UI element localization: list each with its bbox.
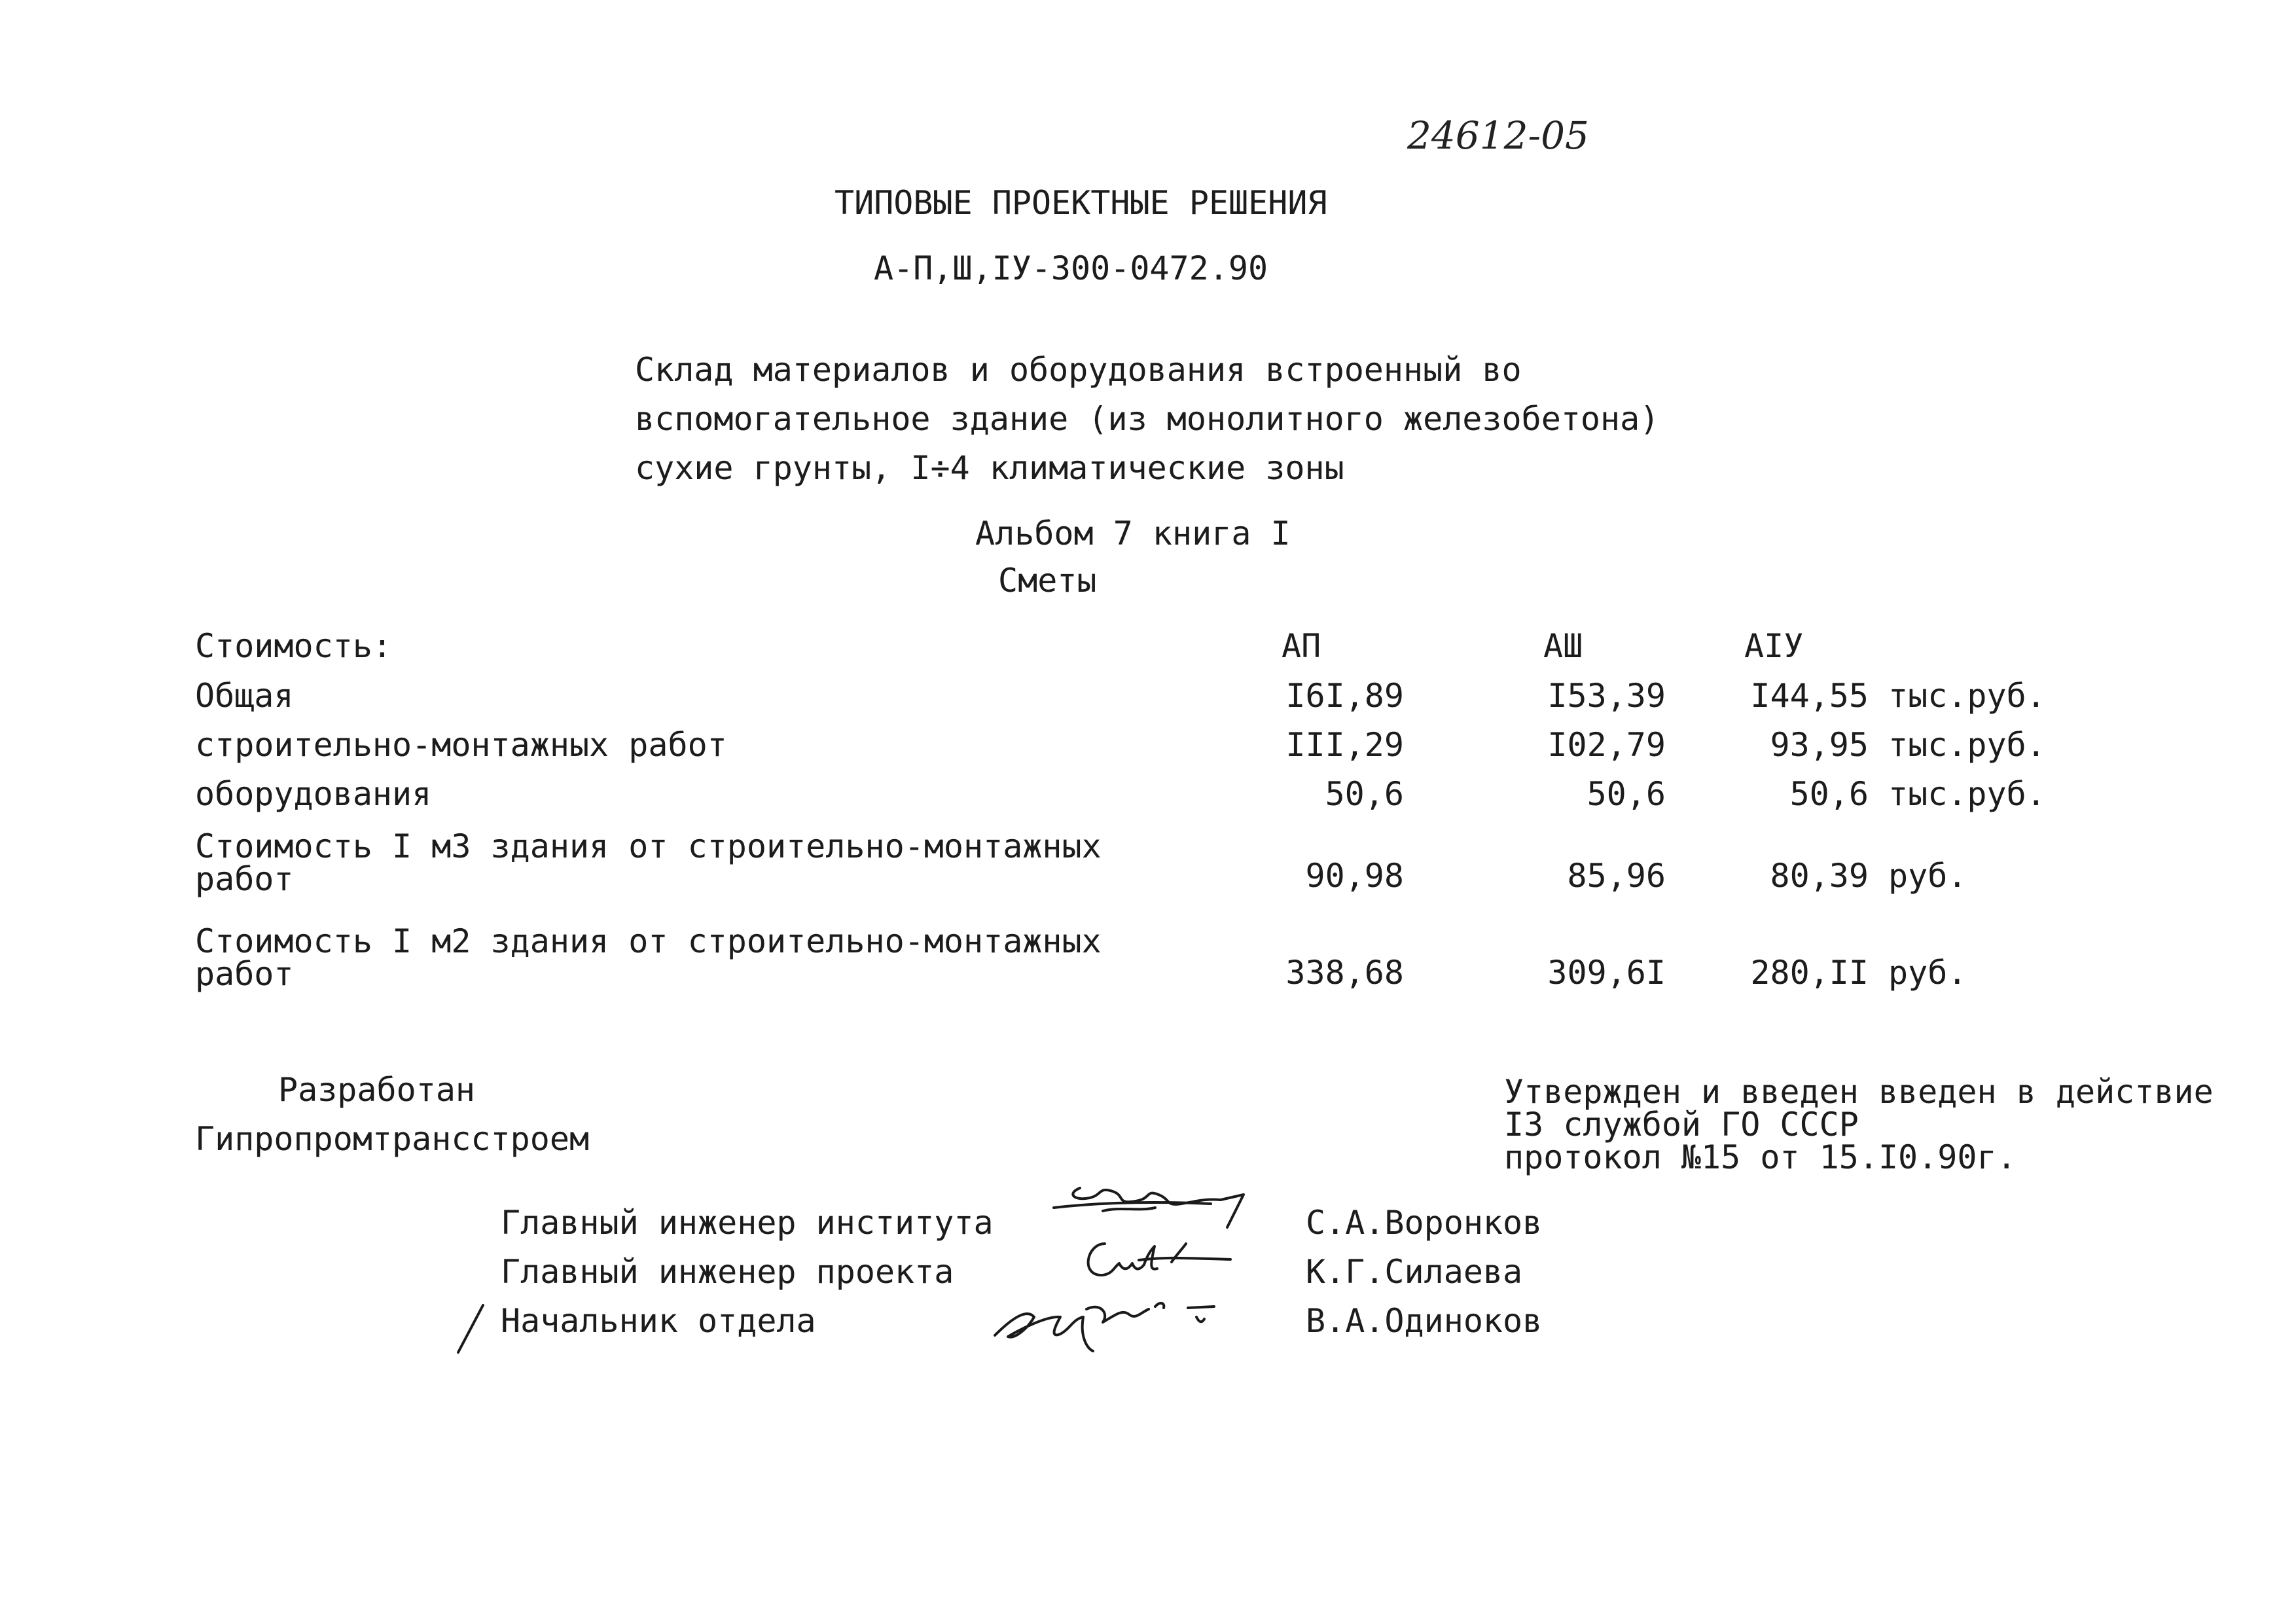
signature-name: В.А.Одиноков [1306,1302,1543,1340]
signature-role: Главный инженер проекта [501,1253,954,1291]
cost-table-label: Стоимость: [195,627,393,665]
value-cell: 85,96 [1567,857,1666,895]
section-label: Сметы [998,562,1097,600]
value-cell: I44,55 [1750,677,1869,715]
value-cell: 280,II [1750,954,1869,992]
column-header: АIУ [1744,627,1804,665]
signature-name: С.А.Воронков [1306,1204,1543,1242]
unit-cell: руб. [1888,954,1967,992]
description-line-2: вспомогательное здание (из монолитного железобетона) [635,400,1660,438]
value-cell: I02,79 [1547,726,1666,764]
developer-line-2: Гипропромтрансстроем [195,1120,590,1158]
value-cell: 50,6 [1587,775,1666,813]
developer-line-1: Разработан [278,1071,476,1109]
handwritten-signature-2 [1073,1231,1244,1290]
row-label: Стоимость I м3 здания от строительно-монтажных [195,827,1102,865]
hand-slash-mark [452,1303,491,1355]
value-cell: I6I,89 [1285,677,1404,715]
approval-line-3: протокол №15 от 15.I0.90г. [1504,1138,2017,1176]
row-label-continued: работ [195,860,294,898]
approval-line-2: I3 службой ГО СССР [1504,1106,1859,1144]
row-label: Общая [195,677,294,715]
value-cell: 93,95 [1770,726,1869,764]
value-cell: 50,6 [1325,775,1404,813]
document-code: А-П,Ш,IУ-300-0472.90 [874,249,1268,287]
value-cell: 309,6I [1547,954,1666,992]
row-label-continued: работ [195,955,294,993]
value-cell: 80,39 [1770,857,1869,895]
signature-role: Главный инженер института [501,1204,994,1242]
value-cell: III,29 [1285,726,1404,764]
value-cell: 90,98 [1305,857,1404,895]
unit-cell: тыс.руб. [1888,677,2046,715]
description-line-3: сухие грунты, I÷4 климатические зоны [635,449,1344,487]
signature-name: К.Г.Силаева [1306,1253,1523,1291]
unit-cell: тыс.руб. [1888,775,2046,813]
column-header: АП [1282,627,1321,665]
row-label: Стоимость I м2 здания от строительно-монтажных [195,922,1102,960]
unit-cell: тыс.руб. [1888,726,2046,764]
document-title: ТИПОВЫЕ ПРОЕКТНЫЕ РЕШЕНИЯ [834,184,1327,222]
album-label: Альбом 7 книга I [975,514,1291,552]
handwritten-signature-1 [1041,1175,1263,1234]
row-label: оборудования [195,775,432,813]
value-cell: 50,6 [1789,775,1869,813]
description-line-1: Склад материалов и оборудования встроенный во [635,351,1522,389]
value-cell: I53,39 [1547,677,1666,715]
unit-cell: руб. [1888,857,1967,895]
handwritten-signature-3 [988,1283,1244,1355]
signature-role: Начальник отдела [501,1302,816,1340]
row-label: строительно-монтажных работ [195,726,727,764]
approval-line-1: Утвержден и введен введен в действие [1504,1073,2214,1111]
document-number: 24612-05 [1407,113,1589,158]
value-cell: 338,68 [1285,954,1404,992]
column-header: АШ [1543,627,1583,665]
